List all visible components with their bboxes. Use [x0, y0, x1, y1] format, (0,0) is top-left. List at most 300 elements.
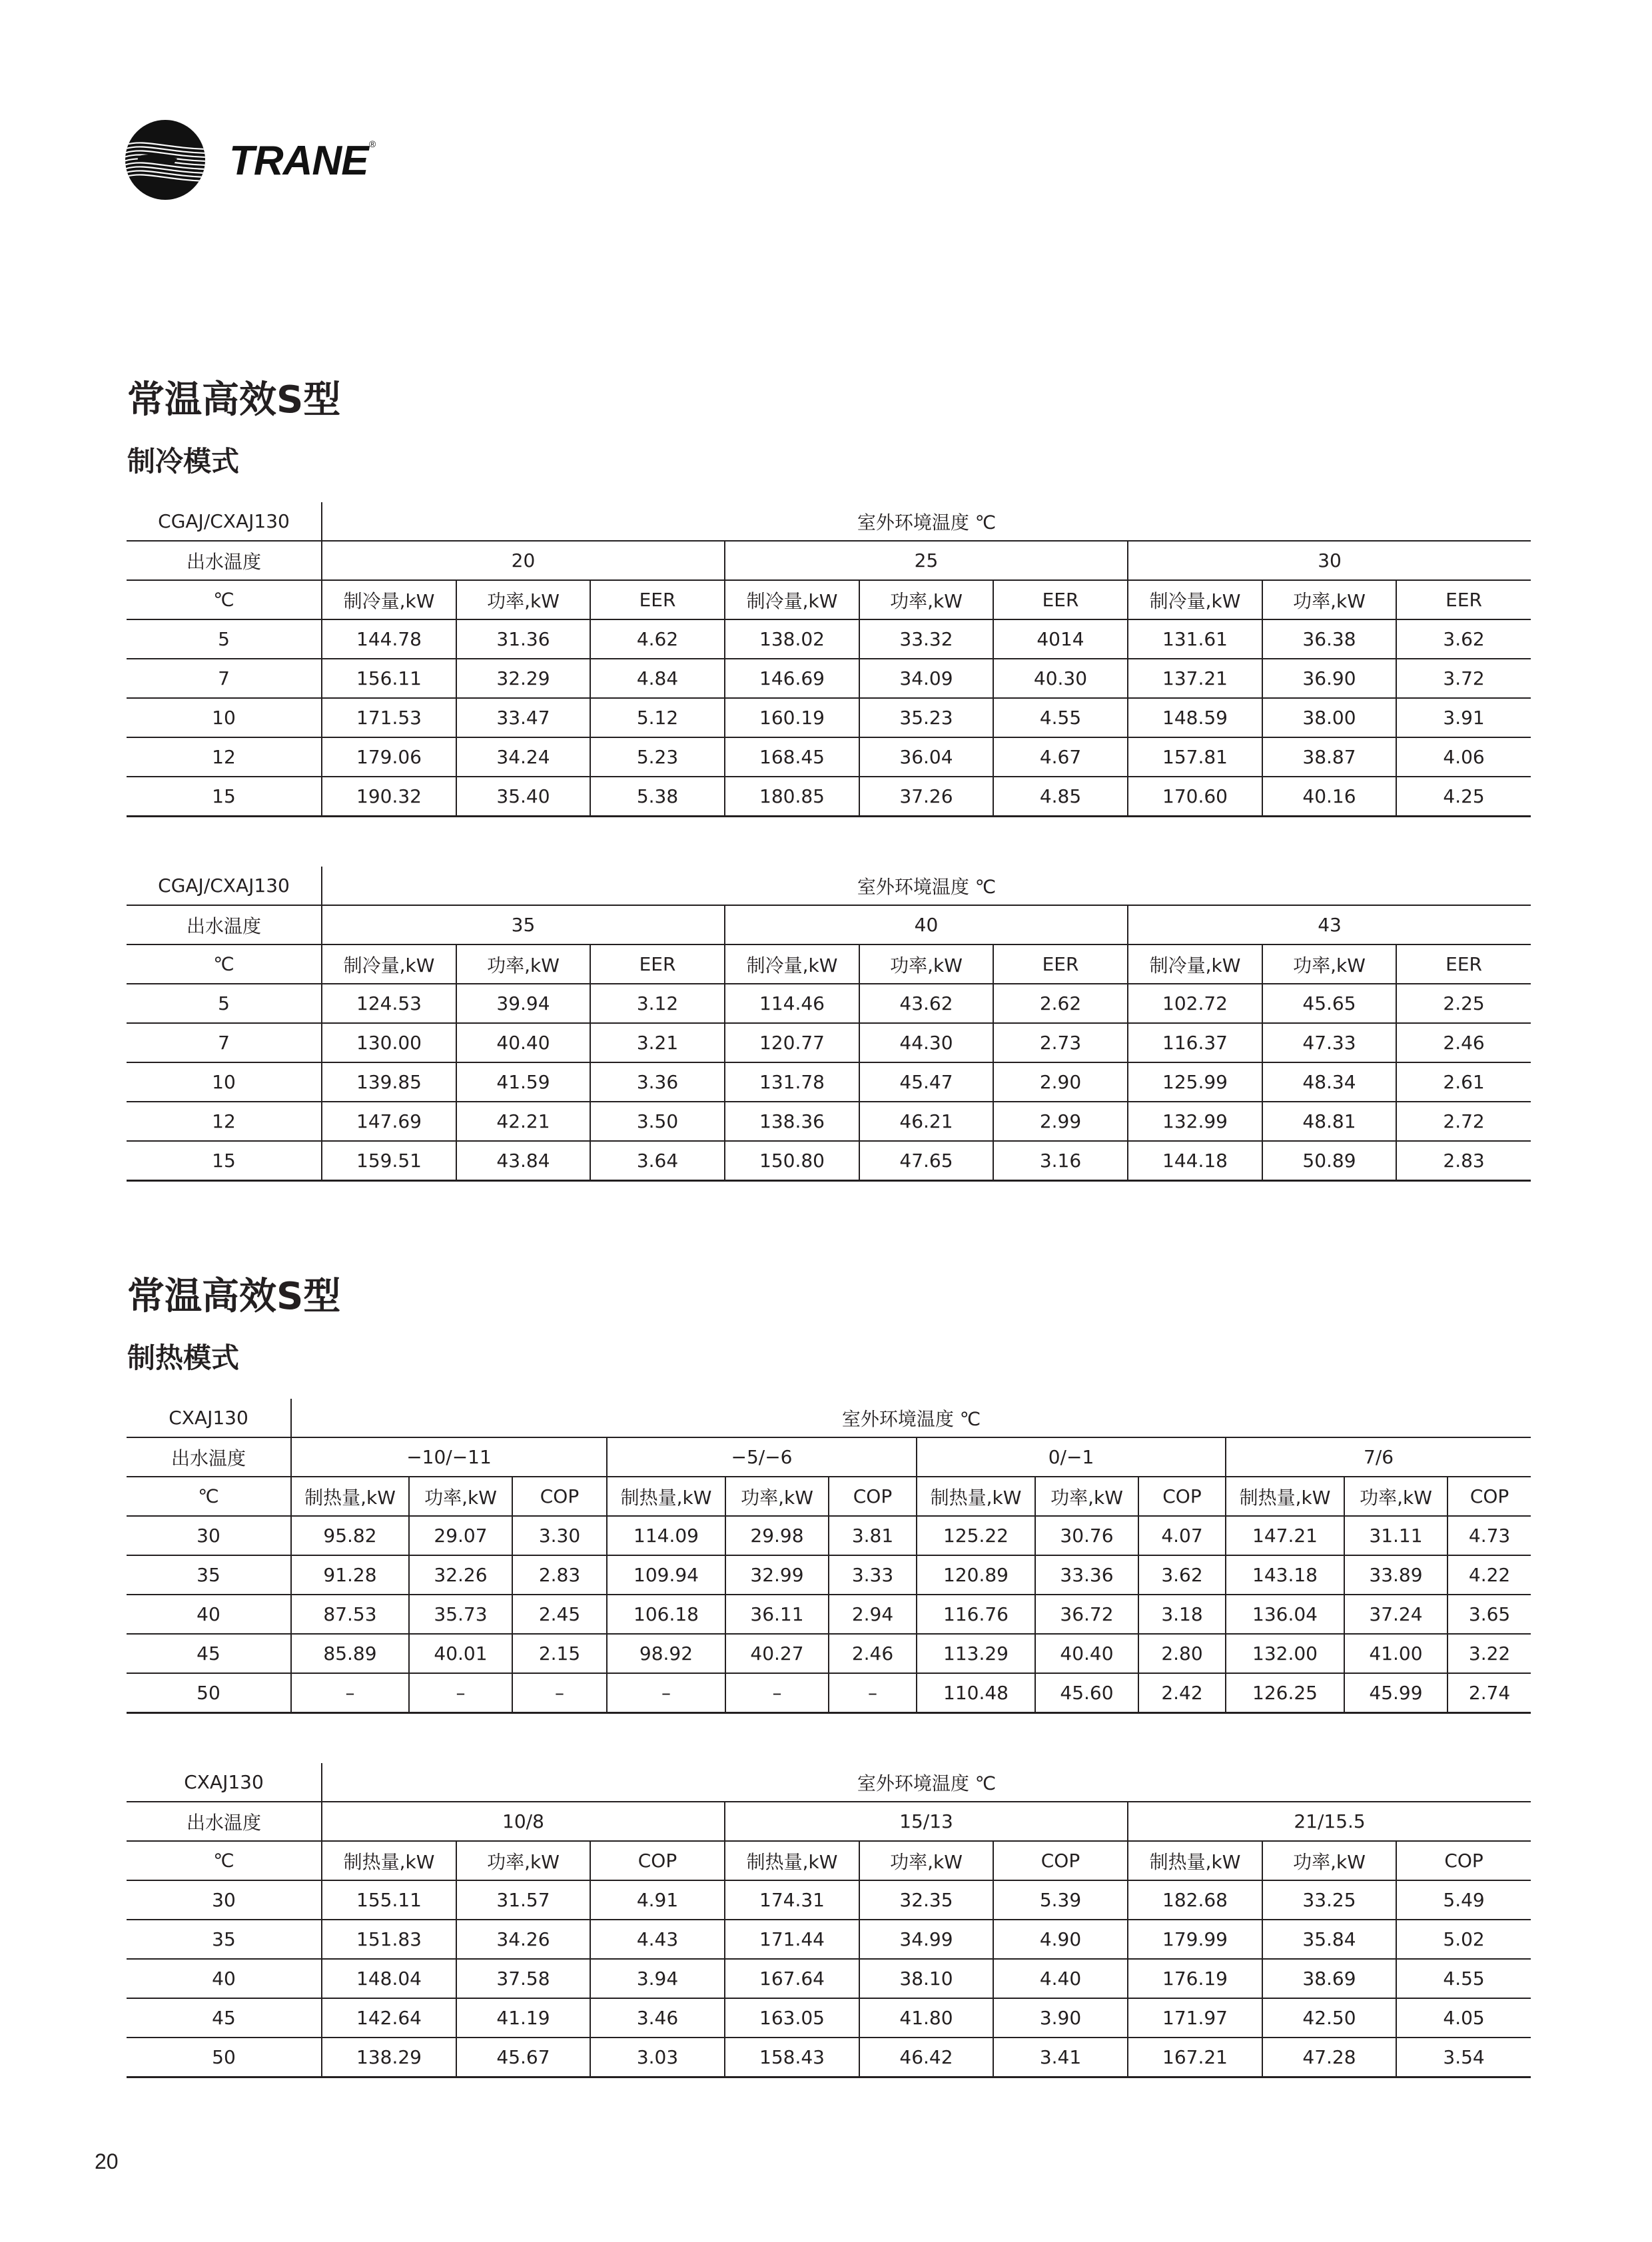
ambient-temperature-header: 室外环境温度 ℃ [322, 1763, 1531, 1802]
value-cell: 160.19 [725, 698, 859, 737]
value-cell: 182.68 [1128, 1880, 1262, 1920]
table-row [127, 1920, 1531, 1959]
column-header: EER [590, 580, 725, 619]
value-cell: 147.21 [1226, 1516, 1344, 1555]
value-cell: 38.69 [1262, 1959, 1396, 1998]
value-cell: 4.85 [993, 777, 1128, 817]
value-cell: 2.99 [993, 1102, 1128, 1141]
value-cell: – [409, 1673, 512, 1713]
column-header: 功率,kW [859, 944, 993, 984]
value-cell: 2.62 [993, 984, 1128, 1023]
value-cell: 159.51 [322, 1141, 456, 1181]
value-cell: 151.83 [322, 1920, 456, 1959]
outlet-temperature-cell: 50 [127, 1673, 291, 1713]
value-cell: 2.83 [1396, 1141, 1531, 1181]
value-cell: 132.99 [1128, 1102, 1262, 1141]
page-number: 20 [95, 2149, 119, 2173]
value-cell: 33.89 [1344, 1555, 1447, 1595]
value-cell: 2.83 [512, 1555, 607, 1595]
ambient-group-header: 21/15.5 [1128, 1802, 1531, 1841]
value-cell: 3.91 [1396, 698, 1531, 737]
outlet-temperature-cell: 7 [127, 659, 322, 698]
value-cell: 3.21 [590, 1023, 725, 1062]
value-cell: 3.50 [590, 1102, 725, 1141]
value-cell: 163.05 [725, 1998, 859, 2038]
column-header-row [127, 580, 1531, 619]
ambient-group-header: 25 [725, 541, 1128, 580]
outlet-temperature-cell: 35 [127, 1555, 291, 1595]
value-cell: 33.25 [1262, 1880, 1396, 1920]
table-row [127, 1102, 1531, 1141]
value-cell: 4.43 [590, 1920, 725, 1959]
table-row [127, 1673, 1531, 1713]
value-cell: 2.80 [1138, 1634, 1226, 1673]
model-label: CXAJ130 [127, 1399, 291, 1437]
value-cell: 5.38 [590, 777, 725, 817]
value-cell: 2.73 [993, 1023, 1128, 1062]
outlet-temperature-cell: 15 [127, 1141, 322, 1181]
column-header: EER [993, 580, 1128, 619]
value-cell: 5.02 [1396, 1920, 1531, 1959]
value-cell: 3.62 [1396, 619, 1531, 659]
value-cell: 4.06 [1396, 737, 1531, 777]
column-header: COP [1396, 1841, 1531, 1880]
value-cell: 45.60 [1035, 1673, 1138, 1713]
section-title-cooling: 常温高效S型 [127, 378, 341, 422]
ambient-group-header: 43 [1128, 905, 1531, 944]
unit-label: ℃ [127, 580, 322, 619]
value-cell: 36.11 [725, 1595, 829, 1634]
ambient-group-header: 20 [322, 541, 725, 580]
value-cell: 126.25 [1226, 1673, 1344, 1713]
value-cell: 38.10 [859, 1959, 993, 1998]
value-cell: 36.90 [1262, 659, 1396, 698]
value-cell: 42.50 [1262, 1998, 1396, 2038]
column-header: COP [829, 1477, 917, 1516]
value-cell: 3.46 [590, 1998, 725, 2038]
value-cell: 29.98 [725, 1516, 829, 1555]
value-cell: 131.61 [1128, 619, 1262, 659]
column-header: 制热量,kW [917, 1477, 1035, 1516]
column-header: 制热量,kW [291, 1477, 409, 1516]
value-cell: 48.81 [1262, 1102, 1396, 1141]
heating-table-1 [127, 1399, 1531, 1714]
column-header: 功率,kW [859, 580, 993, 619]
value-cell: 114.46 [725, 984, 859, 1023]
ambient-group-header: 30 [1128, 541, 1531, 580]
section-subtitle-heating: 制热模式 [127, 1341, 240, 1374]
value-cell: 4.05 [1396, 1998, 1531, 2038]
column-header: 功率,kW [409, 1477, 512, 1516]
value-cell: 150.80 [725, 1141, 859, 1181]
trane-logo-icon [124, 119, 206, 201]
value-cell: 31.11 [1344, 1516, 1447, 1555]
value-cell: 3.30 [512, 1516, 607, 1555]
value-cell: 45.99 [1344, 1673, 1447, 1713]
column-header: 制冷量,kW [322, 944, 456, 984]
value-cell: 124.53 [322, 984, 456, 1023]
value-cell: 4.25 [1396, 777, 1531, 817]
value-cell: 167.21 [1128, 2038, 1262, 2077]
value-cell: 138.02 [725, 619, 859, 659]
column-header: 功率,kW [725, 1477, 829, 1516]
header-row [127, 1763, 1531, 1802]
value-cell: 4.62 [590, 619, 725, 659]
outlet-temperature-cell: 45 [127, 1634, 291, 1673]
value-cell: 136.04 [1226, 1595, 1344, 1634]
column-header: 制热量,kW [725, 1841, 859, 1880]
column-header: 制冷量,kW [1128, 944, 1262, 984]
value-cell: – [829, 1673, 917, 1713]
value-cell: 2.45 [512, 1595, 607, 1634]
value-cell: 43.62 [859, 984, 993, 1023]
value-cell: 158.43 [725, 2038, 859, 2077]
value-cell: 38.87 [1262, 737, 1396, 777]
column-header: 功率,kW [1262, 580, 1396, 619]
value-cell: 34.24 [456, 737, 590, 777]
value-cell: 37.24 [1344, 1595, 1447, 1634]
value-cell: 3.81 [829, 1516, 917, 1555]
column-header: 制冷量,kW [322, 580, 456, 619]
value-cell: 156.11 [322, 659, 456, 698]
value-cell: – [725, 1673, 829, 1713]
outlet-temperature-cell: 40 [127, 1959, 322, 1998]
value-cell: 47.33 [1262, 1023, 1396, 1062]
value-cell: 109.94 [607, 1555, 725, 1595]
value-cell: 3.65 [1447, 1595, 1531, 1634]
unit-label: ℃ [127, 944, 322, 984]
value-cell: 179.99 [1128, 1920, 1262, 1959]
value-cell: 33.47 [456, 698, 590, 737]
table-row [127, 698, 1531, 737]
group-row [127, 541, 1531, 580]
value-cell: 34.26 [456, 1920, 590, 1959]
model-label: CXAJ130 [127, 1763, 322, 1802]
brand-name: TRANE [229, 138, 368, 184]
value-cell: 40.01 [409, 1634, 512, 1673]
column-header: 功率,kW [859, 1841, 993, 1880]
outlet-temperature-cell: 35 [127, 1920, 322, 1959]
value-cell: 4.90 [993, 1920, 1128, 1959]
table-row [127, 984, 1531, 1023]
table-row [127, 1141, 1531, 1181]
value-cell: 38.00 [1262, 698, 1396, 737]
table-row [127, 1062, 1531, 1102]
value-cell: – [607, 1673, 725, 1713]
outlet-temperature-cell: 12 [127, 737, 322, 777]
column-header: 功率,kW [456, 944, 590, 984]
value-cell: 32.35 [859, 1880, 993, 1920]
value-cell: 3.16 [993, 1141, 1128, 1181]
ambient-group-header: −5/−6 [607, 1437, 917, 1477]
value-cell: 2.74 [1447, 1673, 1531, 1713]
cooling-table-2 [127, 867, 1531, 1182]
ambient-temperature-header: 室外环境温度 ℃ [291, 1399, 1531, 1437]
value-cell: 4.91 [590, 1880, 725, 1920]
ambient-group-header: 15/13 [725, 1802, 1128, 1841]
column-header: 制热量,kW [607, 1477, 725, 1516]
header-row [127, 867, 1531, 905]
value-cell: 45.67 [456, 2038, 590, 2077]
value-cell: 50.89 [1262, 1141, 1396, 1181]
value-cell: 34.09 [859, 659, 993, 698]
value-cell: 34.99 [859, 1920, 993, 1959]
value-cell: 42.21 [456, 1102, 590, 1141]
value-cell: 167.64 [725, 1959, 859, 1998]
value-cell: 2.46 [1396, 1023, 1531, 1062]
outlet-temperature-cell: 15 [127, 777, 322, 817]
value-cell: 180.85 [725, 777, 859, 817]
value-cell: 35.84 [1262, 1920, 1396, 1959]
registered-mark: ® [369, 139, 376, 149]
value-cell: 3.36 [590, 1062, 725, 1102]
ambient-temperature-header: 室外环境温度 ℃ [322, 867, 1531, 905]
ambient-group-header: 40 [725, 905, 1128, 944]
value-cell: 37.26 [859, 777, 993, 817]
value-cell: 3.62 [1138, 1555, 1226, 1595]
ambient-group-header: 35 [322, 905, 725, 944]
column-header: COP [993, 1841, 1128, 1880]
outlet-temperature-cell: 10 [127, 1062, 322, 1102]
value-cell: 148.04 [322, 1959, 456, 1998]
value-cell: 41.59 [456, 1062, 590, 1102]
value-cell: 3.22 [1447, 1634, 1531, 1673]
value-cell: 46.42 [859, 2038, 993, 2077]
column-header: EER [1396, 944, 1531, 984]
table-row [127, 619, 1531, 659]
value-cell: 40.16 [1262, 777, 1396, 817]
table-row [127, 1595, 1531, 1634]
value-cell: 45.47 [859, 1062, 993, 1102]
column-header-row [127, 944, 1531, 984]
value-cell: 176.19 [1128, 1959, 1262, 1998]
ambient-temperature-header: 室外环境温度 ℃ [322, 502, 1531, 541]
value-cell: 5.12 [590, 698, 725, 737]
value-cell: 41.80 [859, 1998, 993, 2038]
column-header: 制冷量,kW [725, 580, 859, 619]
value-cell: 46.21 [859, 1102, 993, 1141]
value-cell: 3.94 [590, 1959, 725, 1998]
value-cell: 2.61 [1396, 1062, 1531, 1102]
column-header: 功率,kW [456, 1841, 590, 1880]
value-cell: 35.40 [456, 777, 590, 817]
value-cell: 113.29 [917, 1634, 1035, 1673]
value-cell: 171.44 [725, 1920, 859, 1959]
outlet-temperature-cell: 12 [127, 1102, 322, 1141]
column-header: 制热量,kW [322, 1841, 456, 1880]
value-cell: 40.27 [725, 1634, 829, 1673]
outlet-temperature-label: 出水温度 [127, 1802, 322, 1841]
value-cell: 41.19 [456, 1998, 590, 2038]
value-cell: 144.18 [1128, 1141, 1262, 1181]
value-cell: 144.78 [322, 619, 456, 659]
value-cell: 110.48 [917, 1673, 1035, 1713]
column-header: 制冷量,kW [725, 944, 859, 984]
outlet-temperature-label: 出水温度 [127, 905, 322, 944]
value-cell: 2.15 [512, 1634, 607, 1673]
value-cell: 116.76 [917, 1595, 1035, 1634]
value-cell: 30.76 [1035, 1516, 1138, 1555]
value-cell: 31.57 [456, 1880, 590, 1920]
value-cell: 4.22 [1447, 1555, 1531, 1595]
value-cell: 138.29 [322, 2038, 456, 2077]
value-cell: 36.72 [1035, 1595, 1138, 1634]
value-cell: 148.59 [1128, 698, 1262, 737]
value-cell: – [291, 1673, 409, 1713]
value-cell: – [512, 1673, 607, 1713]
trane-logo [124, 119, 390, 202]
value-cell: 3.64 [590, 1141, 725, 1181]
table-row [127, 1634, 1531, 1673]
value-cell: 3.12 [590, 984, 725, 1023]
outlet-temperature-cell: 7 [127, 1023, 322, 1062]
outlet-temperature-cell: 30 [127, 1516, 291, 1555]
value-cell: 39.94 [456, 984, 590, 1023]
value-cell: 131.78 [725, 1062, 859, 1102]
value-cell: 85.89 [291, 1634, 409, 1673]
value-cell: 47.65 [859, 1141, 993, 1181]
outlet-temperature-cell: 30 [127, 1880, 322, 1920]
table-row [127, 1959, 1531, 1998]
model-label: CGAJ/CXAJ130 [127, 502, 322, 541]
value-cell: 2.42 [1138, 1673, 1226, 1713]
value-cell: 4.07 [1138, 1516, 1226, 1555]
column-header: 功率,kW [456, 580, 590, 619]
value-cell: 44.30 [859, 1023, 993, 1062]
value-cell: 125.22 [917, 1516, 1035, 1555]
value-cell: 40.40 [1035, 1634, 1138, 1673]
value-cell: 37.58 [456, 1959, 590, 1998]
ambient-group-header: 0/−1 [917, 1437, 1226, 1477]
value-cell: 157.81 [1128, 737, 1262, 777]
column-header: EER [993, 944, 1128, 984]
value-cell: 32.29 [456, 659, 590, 698]
unit-label: ℃ [127, 1477, 291, 1516]
value-cell: 87.53 [291, 1595, 409, 1634]
value-cell: 5.49 [1396, 1880, 1531, 1920]
unit-label: ℃ [127, 1841, 322, 1880]
value-cell: 33.32 [859, 619, 993, 659]
value-cell: 3.54 [1396, 2038, 1531, 2077]
outlet-temperature-cell: 5 [127, 619, 322, 659]
table-row [127, 1880, 1531, 1920]
column-header: 制冷量,kW [1128, 580, 1262, 619]
cooling-table-1 [127, 502, 1531, 817]
value-cell: 143.18 [1226, 1555, 1344, 1595]
value-cell: 168.45 [725, 737, 859, 777]
table-row [127, 1516, 1531, 1555]
value-cell: 170.60 [1128, 777, 1262, 817]
value-cell: 171.97 [1128, 1998, 1262, 2038]
value-cell: 4.67 [993, 737, 1128, 777]
outlet-temperature-cell: 45 [127, 1998, 322, 2038]
value-cell: 125.99 [1128, 1062, 1262, 1102]
value-cell: 3.03 [590, 2038, 725, 2077]
outlet-temperature-cell: 5 [127, 984, 322, 1023]
table-row [127, 1998, 1531, 2038]
outlet-temperature-label: 出水温度 [127, 541, 322, 580]
value-cell: 98.92 [607, 1634, 725, 1673]
value-cell: 137.21 [1128, 659, 1262, 698]
group-row [127, 1802, 1531, 1841]
column-header: 功率,kW [1262, 944, 1396, 984]
value-cell: 4014 [993, 619, 1128, 659]
column-header: COP [1138, 1477, 1226, 1516]
value-cell: 171.53 [322, 698, 456, 737]
value-cell: 114.09 [607, 1516, 725, 1555]
outlet-temperature-cell: 10 [127, 698, 322, 737]
value-cell: 3.72 [1396, 659, 1531, 698]
column-header: COP [1447, 1477, 1531, 1516]
value-cell: 47.28 [1262, 2038, 1396, 2077]
value-cell: 4.84 [590, 659, 725, 698]
column-header: 功率,kW [1262, 1841, 1396, 1880]
value-cell: 31.36 [456, 619, 590, 659]
value-cell: 130.00 [322, 1023, 456, 1062]
value-cell: 48.34 [1262, 1062, 1396, 1102]
value-cell: 35.73 [409, 1595, 512, 1634]
column-header: EER [590, 944, 725, 984]
table-row [127, 1555, 1531, 1595]
value-cell: 2.72 [1396, 1102, 1531, 1141]
value-cell: 139.85 [322, 1062, 456, 1102]
ambient-group-header: 7/6 [1226, 1437, 1531, 1477]
column-header: 功率,kW [1035, 1477, 1138, 1516]
value-cell: 120.89 [917, 1555, 1035, 1595]
table-row [127, 737, 1531, 777]
value-cell: 33.36 [1035, 1555, 1138, 1595]
value-cell: 179.06 [322, 737, 456, 777]
value-cell: 106.18 [607, 1595, 725, 1634]
value-cell: 4.55 [1396, 1959, 1531, 1998]
value-cell: 3.41 [993, 2038, 1128, 2077]
value-cell: 40.30 [993, 659, 1128, 698]
section-title-heating: 常温高效S型 [127, 1275, 341, 1318]
outlet-temperature-label: 出水温度 [127, 1437, 291, 1477]
column-header-row [127, 1477, 1531, 1516]
value-cell: 102.72 [1128, 984, 1262, 1023]
value-cell: 2.90 [993, 1062, 1128, 1102]
table-row [127, 777, 1531, 817]
group-row [127, 905, 1531, 944]
value-cell: 147.69 [322, 1102, 456, 1141]
ambient-group-header: −10/−11 [291, 1437, 607, 1477]
heating-table-2 [127, 1763, 1531, 2078]
section-subtitle-cooling: 制冷模式 [127, 445, 240, 478]
value-cell: 2.25 [1396, 984, 1531, 1023]
value-cell: 45.65 [1262, 984, 1396, 1023]
value-cell: 43.84 [456, 1141, 590, 1181]
table-row [127, 1023, 1531, 1062]
value-cell: 4.55 [993, 698, 1128, 737]
value-cell: 5.23 [590, 737, 725, 777]
value-cell: 2.46 [829, 1634, 917, 1673]
group-row [127, 1437, 1531, 1477]
value-cell: 132.00 [1226, 1634, 1344, 1673]
ambient-group-header: 10/8 [322, 1802, 725, 1841]
value-cell: 146.69 [725, 659, 859, 698]
value-cell: 120.77 [725, 1023, 859, 1062]
value-cell: 3.90 [993, 1998, 1128, 2038]
value-cell: 36.04 [859, 737, 993, 777]
value-cell: 36.38 [1262, 619, 1396, 659]
column-header-row [127, 1841, 1531, 1880]
value-cell: 3.18 [1138, 1595, 1226, 1634]
table-row [127, 659, 1531, 698]
value-cell: 3.33 [829, 1555, 917, 1595]
outlet-temperature-cell: 40 [127, 1595, 291, 1634]
header-row [127, 1399, 1531, 1437]
